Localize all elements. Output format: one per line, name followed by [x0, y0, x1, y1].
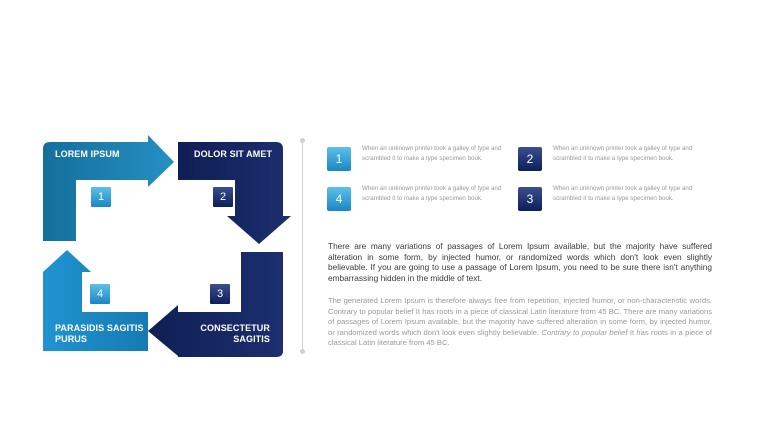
legend-text-1: When an unknown printer took a galley of type and scrambled it to make a type specimen book. [362, 145, 502, 162]
legend-text-4: When an unknown printer took a galley of type and scrambled it to make a type specimen book. [362, 185, 502, 202]
legend-badge-4: 4 [327, 187, 351, 211]
badge-step-1: 1 [90, 186, 112, 208]
vertical-divider [302, 140, 303, 352]
legend-text-3: When an unknown printer took a galley of type and scrambled it to make a type specimen book. [553, 185, 693, 202]
badge-step-3: 3 [209, 283, 231, 305]
paragraph-2-italic: Contrary to popular belief [541, 327, 628, 337]
label-step-4 [55, 323, 144, 345]
divider-dot-top [300, 138, 305, 143]
legend-badge-2: 2 [518, 147, 542, 171]
body-paragraph-2 [328, 296, 712, 349]
legend-badge-3: 3 [518, 187, 542, 211]
label-step-3-line2: SAGITIS [233, 334, 270, 344]
paragraph-2-text-b: It has roots in a piece of classical Latin literature from 45 BC. [328, 327, 712, 348]
label-step-4-line2: PURUS [55, 334, 88, 344]
label-step-3-line1: CONSECTETUR [200, 323, 270, 333]
body-paragraph-1: There are many variations of passages of Lorem Ipsum available, but the majority have suffered alteration in some form, by injected humor, or randomized words which don't look even slightly believable. If you are going to use a passage of Lorem Ipsum, you need to be sure there isn't anything embarrassing hidden in the middle of text. [328, 241, 712, 283]
label-step-1: LOREM IPSUM [55, 149, 120, 159]
legend-text-2: When an unknown printer took a galley of type and scrambled it to make a type specimen book. [553, 145, 693, 162]
divider-dot-bottom [300, 349, 305, 354]
label-step-3 [190, 323, 270, 345]
label-step-4-line1: PARASIDIS SAGITIS [55, 323, 144, 333]
badge-step-2: 2 [212, 186, 234, 208]
label-step-2: DOLOR SIT AMET [194, 149, 273, 159]
badge-step-4: 4 [89, 283, 111, 305]
paragraph-2-text-a: The generated Lorem Ipsum is therefore always free from repetition, injected humor, or non-characteristic words. Contrary to popular belief It has roots in a piece of classical Latin literature from 45 BC. There are many variations of passages of Lorem Ipsum available, but the majority have suffered alteration in some form, by injected humor, or randomized words which don't look even slightly believable. [328, 296, 712, 337]
legend-badge-1: 1 [327, 147, 351, 171]
